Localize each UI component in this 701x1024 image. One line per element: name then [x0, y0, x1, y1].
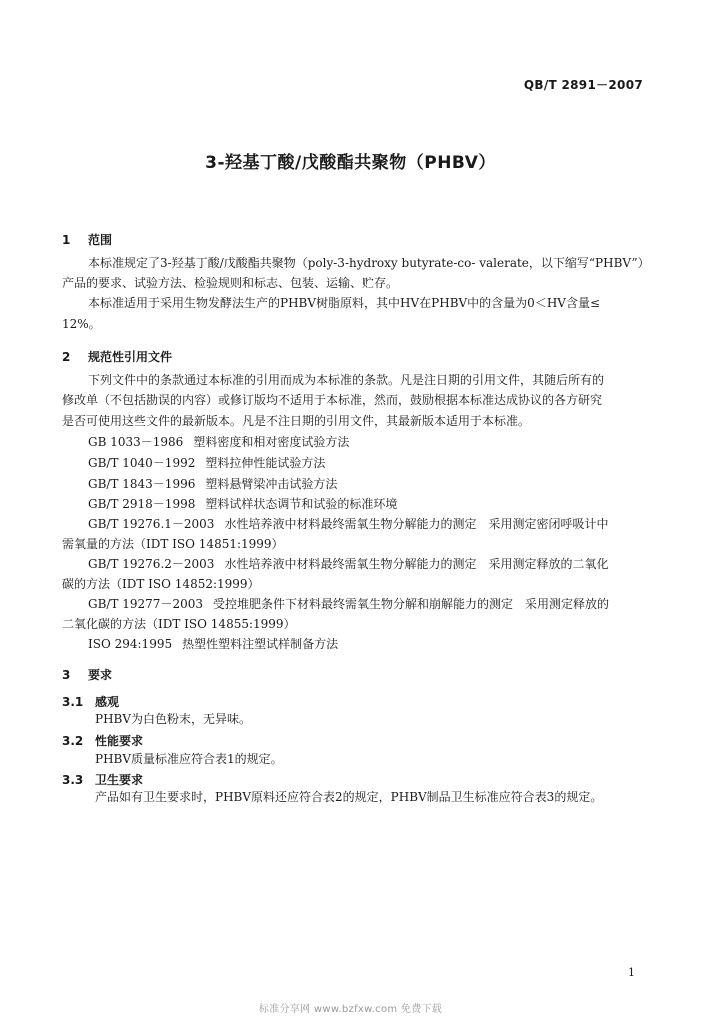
paragraph-line: 产品的要求、试验方法、检验规则和标志、包装、运输、贮存。 [62, 276, 399, 290]
subsection-3-1-heading [62, 693, 119, 710]
section-title: 规范性引用文件 [88, 350, 173, 364]
reference-continuation: 需氧量的方法（IDT ISO 14851:1999） [62, 537, 284, 551]
reference-continuation: 二氧化碳的方法（IDT ISO 14855:1999） [62, 617, 296, 631]
paragraph-line: 产品如有卫生要求时，PHBV原料还应符合表2的规定，PHBV制品卫生标准应符合表3的规定。 [95, 790, 603, 804]
subsection-title: 性能要求 [95, 734, 144, 748]
subsection-number: 3.1 [62, 695, 84, 709]
reference-continuation: 碳的方法（IDT ISO 14852:1999） [62, 577, 260, 591]
reference-title: 受控堆肥条件下材料最终需氧生物分解和崩解能力的测定 采用测定释放的 [212, 597, 609, 611]
reference-title: 塑料试样状态调节和试验的标准环境 [205, 497, 398, 511]
source-watermark: 标准分享网 www.bzfxw.com 免费下载 [258, 1004, 443, 1015]
reference-code: GB/T 19276.1－2003 [88, 517, 215, 531]
section-2-heading [62, 348, 172, 365]
reference-title: 塑料密度和相对密度试验方法 [193, 435, 350, 449]
reference-item [88, 477, 337, 491]
paragraph-line: 修改单（不包括勘误的内容）或修订版均不适用于本标准，然而，鼓励根据本标准达成协议的各方研究 [62, 393, 603, 407]
paragraph-line: 12%。 [62, 317, 101, 331]
section-3-heading [62, 666, 112, 683]
reference-code: GB/T 1843－1996 [88, 477, 196, 491]
subsection-3-3-heading [62, 771, 143, 788]
paragraph-line: PHBV为白色粉末，无异味。 [95, 712, 252, 726]
subsection-number: 3.3 [62, 773, 84, 787]
reference-code: ISO 294:1995 [88, 637, 173, 651]
paragraph-line: 本标准规定了3-羟基丁酸/戊酸酯共聚物（poly-3-hydroxy butyrate-co- valerate，以下缩写“PHBV”） [88, 256, 650, 270]
reference-item [88, 557, 608, 571]
standard-number: QB/T 2891－2007 [523, 78, 643, 92]
section-1-heading [62, 231, 112, 248]
page-number: 1 [628, 966, 635, 979]
subsection-title: 卫生要求 [95, 773, 144, 787]
reference-code: GB/T 19276.2－2003 [88, 557, 215, 571]
reference-code: GB 1033－1986 [88, 435, 184, 449]
paragraph-line: 是否可使用这些文件的最新版本。凡是不注日期的引用文件，其最新版本适用于本标准。 [62, 414, 531, 428]
reference-title: 水性培养液中材料最终需氧生物分解能力的测定 采用测定密闭呼吸计中 [224, 517, 609, 531]
subsection-title: 感观 [95, 695, 120, 709]
reference-code: GB/T 2918－1998 [88, 497, 196, 511]
reference-item [88, 456, 325, 470]
reference-title: 水性培养液中材料最终需氧生物分解能力的测定 采用测定释放的二氧化 [224, 557, 609, 571]
paragraph-line: 本标准适用于采用生物发酵法生产的PHBV树脂原料，其中HV在PHBV中的含量为0＜HV含量≤ [88, 296, 601, 310]
reference-code: GB/T 1040－1992 [88, 456, 196, 470]
reference-title: 塑料拉伸性能试验方法 [205, 456, 326, 470]
paragraph-line: 下列文件中的条款通过本标准的引用而成为本标准的条款。凡是注日期的引用文件，其随后所有的 [88, 373, 605, 387]
section-title: 范围 [88, 233, 113, 247]
section-number: 3 [62, 668, 71, 682]
paragraph-line: PHBV质量标准应符合表1的规定。 [95, 752, 283, 766]
reference-item [88, 637, 338, 651]
reference-item [88, 435, 349, 449]
section-title: 要求 [88, 668, 113, 682]
reference-title: 塑料悬臂梁冲击试验方法 [205, 477, 338, 491]
section-number: 2 [62, 350, 71, 364]
document-title: 3-羟基丁酸/戊酸酯共聚物（PHBV） [205, 153, 496, 173]
reference-item [88, 497, 397, 511]
reference-code: GB/T 19277－2003 [88, 597, 203, 611]
subsection-number: 3.2 [62, 734, 84, 748]
reference-item [88, 517, 608, 531]
reference-title: 热塑性塑料注塑试样制备方法 [182, 637, 339, 651]
section-number: 1 [62, 233, 71, 247]
subsection-3-2-heading [62, 732, 143, 749]
reference-item [88, 597, 609, 611]
